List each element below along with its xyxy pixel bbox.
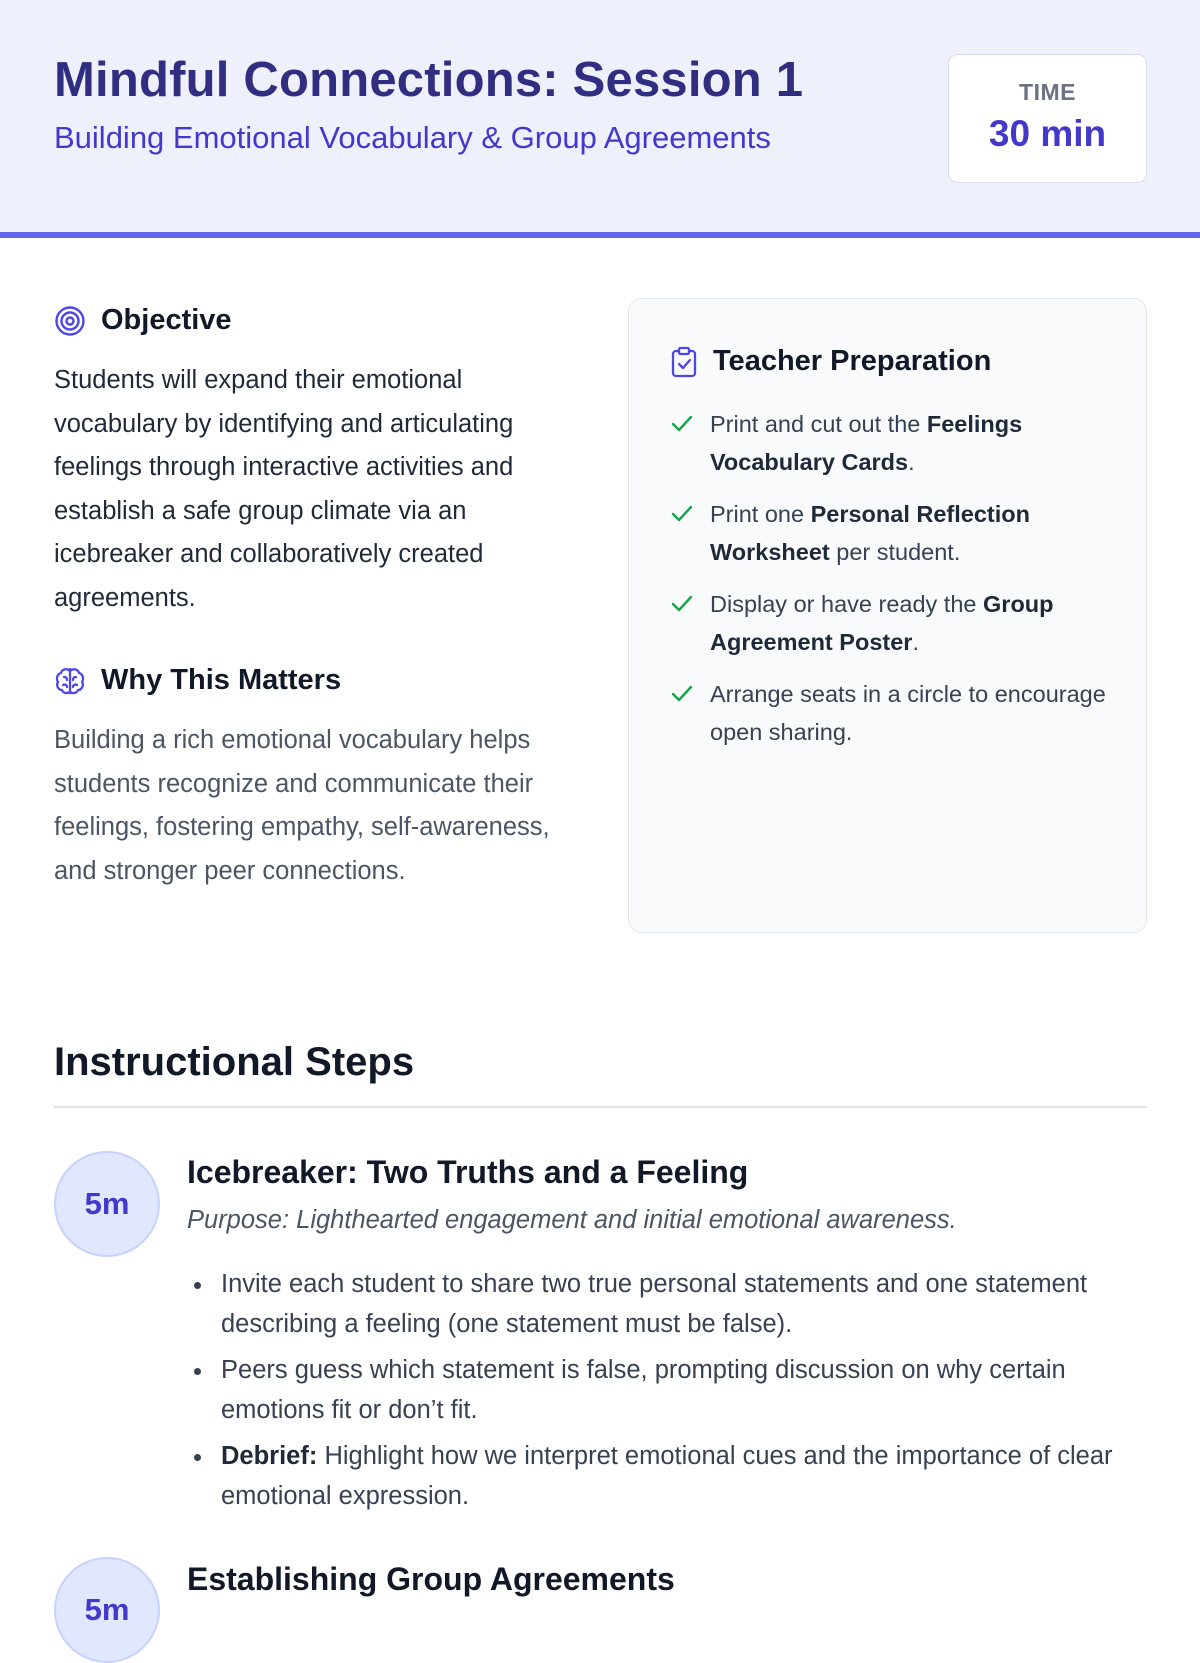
prep-item-text: Print one [710, 501, 811, 527]
time-label: TIME [1019, 79, 1076, 105]
steps-divider [54, 1106, 1147, 1108]
step-purpose: Purpose: Lighthearted engagement and initial emotional awareness. [187, 1206, 957, 1234]
step-bullet [187, 1350, 1147, 1430]
why-heading [54, 664, 341, 697]
step-bullet-bold: Debrief: [221, 1442, 318, 1470]
step-bullet [187, 1264, 1147, 1344]
time-badge [948, 54, 1147, 183]
step-title: Icebreaker: Two Truths and a Feeling [187, 1154, 749, 1190]
brain-icon [54, 665, 86, 697]
page-title: Mindful Connections: Session 1 [54, 53, 804, 107]
prep-item-text: Arrange seats in a circle to encourage open sharing. [710, 681, 1106, 745]
prep-item [668, 675, 1108, 751]
prep-item [668, 405, 1108, 481]
step-title: Establishing Group Agreements [187, 1561, 675, 1597]
check-icon [670, 504, 694, 524]
prep-heading [668, 345, 991, 378]
prep-item-text: Display or have ready the [710, 591, 984, 617]
objective-heading [54, 304, 232, 337]
prep-item-text: Print and cut out the [710, 411, 927, 437]
lesson-header [0, 0, 1200, 238]
prep-list [668, 405, 1108, 765]
step-bullet [187, 1436, 1147, 1516]
why-text: Building a rich emotional vocabulary helps students recognize and communicate their feelings, fostering empathy, self-awareness, and stronger peer connections. [54, 726, 550, 885]
page-subtitle: Building Emotional Vocabulary & Group Agreements [54, 120, 771, 155]
check-icon [670, 684, 694, 704]
prep-item-bold: Group Agreement Poster [710, 591, 1054, 655]
step-duration-badge: 5m [54, 1557, 160, 1663]
clipboard-check-icon [668, 346, 700, 378]
step-duration-badge: 5m [54, 1151, 160, 1257]
prep-item-text-end: . [912, 629, 919, 655]
objective-text: Students will expand their emotional vocabulary by identifying and articulating feelings through interactive activities and establish a safe group climate via an icebreaker and collaboratively created agreements. [54, 366, 514, 612]
prep-item-bold: Feelings Vocabulary Cards [710, 411, 1023, 475]
step-bullet-text: Invite each student to share two true personal statements and one statement describing a feeling (one statement must be false). [221, 1270, 1088, 1338]
why-heading-label: Why This Matters [101, 664, 342, 696]
step-bullet-text: Highlight how we interpret emotional cues and the importance of clear emotional expression. [221, 1442, 1113, 1510]
prep-item [668, 585, 1108, 661]
check-icon [670, 594, 694, 614]
objective-heading-label: Objective [101, 304, 232, 336]
prep-item-text-end: per student. [829, 539, 961, 565]
target-icon [54, 305, 86, 337]
check-icon [670, 414, 694, 434]
prep-item-bold: Personal Reflection Worksheet [710, 501, 1030, 565]
steps-heading: Instructional Steps [54, 1040, 415, 1084]
step-bullets [187, 1264, 1147, 1522]
step-bullet-text: Peers guess which statement is false, prompting discussion on why certain emotions fit or don’t fit. [221, 1356, 1066, 1424]
time-value: 30 min [988, 113, 1107, 154]
prep-heading-label: Teacher Preparation [713, 345, 992, 377]
prep-item-text-end: . [908, 449, 915, 475]
prep-item [668, 495, 1108, 571]
